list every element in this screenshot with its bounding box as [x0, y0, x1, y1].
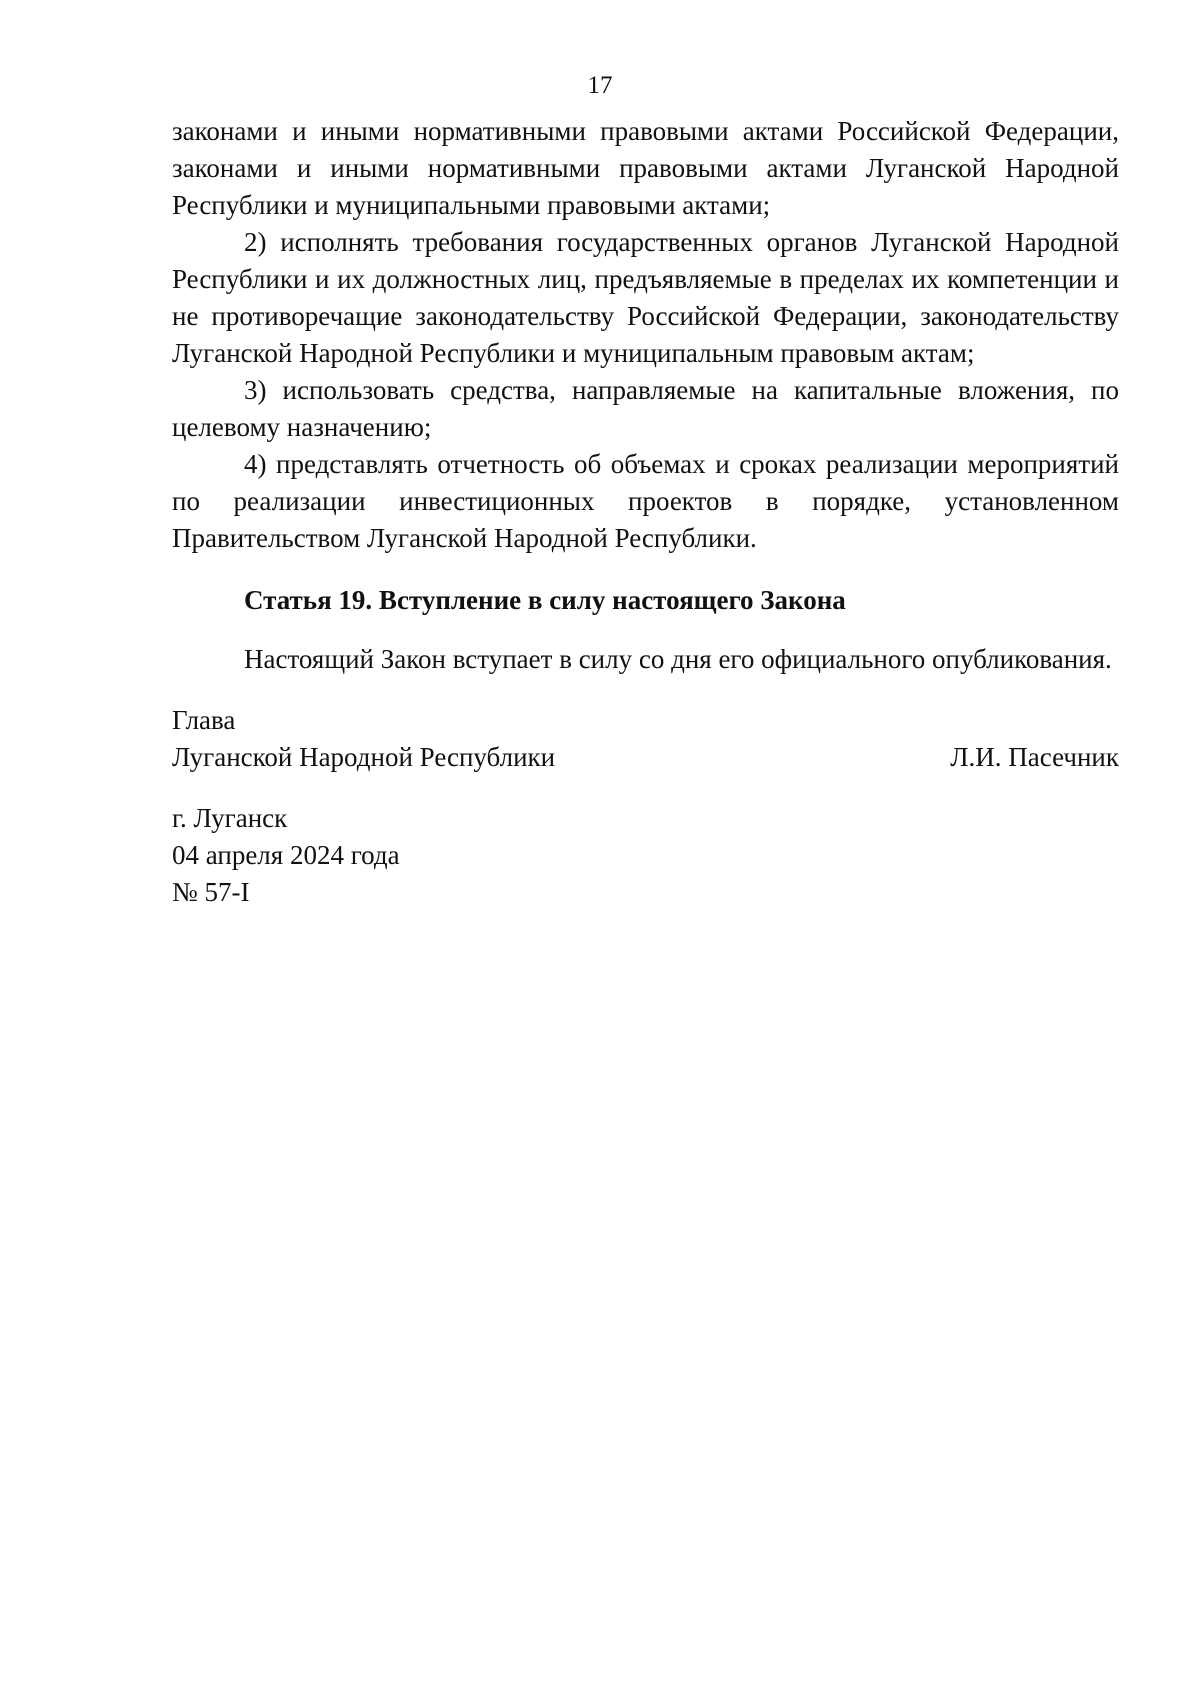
- document-number: № 57-I: [172, 877, 250, 907]
- signature-title-line1: Глава: [172, 705, 236, 735]
- document-date: 04 апреля 2024 года: [172, 840, 400, 870]
- signature-title-line2: Луганской Народной Республики: [172, 742, 556, 772]
- list-item-4: 4) представлять отчетность об объемах и сроках реализации мероприятий по реализации инвестиционных проектов в порядке, установленном Правительством Луганской Народной Республики.: [172, 449, 1119, 553]
- place-city: г. Луганск: [172, 803, 288, 833]
- list-item-2: 2) исполнять требования государственных органов Луганской Народной Республики и их должностных лиц, предъявляемые в пределах их компетенции и не противоречащие законодательству Российской Федерации, законодательству Луганской Народной Республики и муниципальным правовым актам;: [172, 227, 1119, 368]
- document-body: [172, 113, 1119, 911]
- list-item-3: 3) использовать средства, направляемые на капитальные вложения, по целевому назначению;: [172, 375, 1119, 442]
- signatory-name: Л.И. Пасечник: [950, 742, 1119, 772]
- article-heading: Статья 19. Вступление в силу настоящего Закона: [244, 585, 846, 615]
- signature-line: [172, 739, 1119, 776]
- place-date-block: [172, 800, 1119, 911]
- page-number: 17: [587, 72, 613, 99]
- article-text: Настоящий Закон вступает в силу со дня его официального опубликования.: [244, 644, 1112, 674]
- paragraph-continuation: законами и иными нормативными правовыми актами Российской Федерации, законами и иными нормативными правовыми актами Луганской Народной Республики и муниципальными правовыми актами;: [172, 116, 1119, 220]
- signature-block: [172, 702, 1119, 776]
